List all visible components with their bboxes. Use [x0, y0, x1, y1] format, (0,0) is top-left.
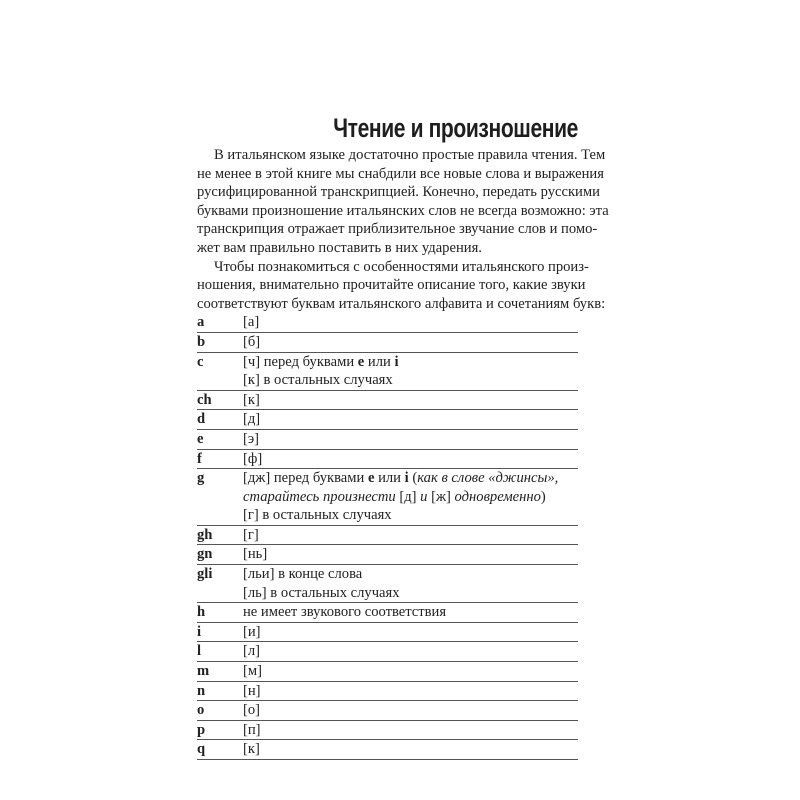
sound — [243, 333, 578, 352]
text-segment: старайтесь произнести — [243, 488, 400, 505]
text-segment: [н] — [243, 682, 261, 699]
table-row — [197, 313, 578, 333]
letter: g — [197, 470, 205, 487]
text-segment: одновременно — [454, 488, 541, 505]
text-segment: i — [394, 353, 399, 370]
text-segment: [д] — [243, 411, 261, 428]
letter: q — [197, 741, 206, 758]
sound-line — [243, 662, 578, 681]
text-line: жет вам правильно поставить в них ударения. — [197, 239, 482, 256]
table-row — [197, 353, 578, 391]
sound — [243, 391, 578, 410]
table-row — [197, 623, 578, 643]
text-segment: e — [367, 470, 375, 487]
sound — [243, 353, 578, 390]
text-segment: [ж] — [431, 488, 455, 505]
text-segment: и — [420, 488, 432, 505]
sound — [243, 545, 578, 564]
sound — [243, 450, 578, 469]
text-segment: [г] — [243, 526, 259, 543]
sound — [243, 565, 578, 602]
table-row — [197, 603, 578, 623]
sound — [243, 623, 578, 642]
text-segment: [нь] — [243, 546, 268, 563]
table-row — [197, 469, 578, 526]
sound-line — [243, 371, 578, 390]
sound — [243, 469, 578, 525]
table-row — [197, 682, 578, 702]
pronunciation-table — [197, 313, 578, 760]
sound-line — [243, 682, 578, 701]
sound — [243, 721, 578, 740]
table-row — [197, 545, 578, 565]
sound — [243, 740, 578, 759]
sound-line — [243, 642, 578, 661]
text-segment: [ль] в остальных случаях — [243, 584, 400, 601]
text-segment: e — [357, 353, 365, 370]
sound-line — [243, 353, 578, 372]
sound-line — [243, 623, 578, 642]
sound-line — [243, 469, 578, 488]
letter: d — [197, 411, 206, 428]
table-row — [197, 450, 578, 470]
page — [197, 112, 609, 760]
sound-line — [243, 333, 578, 352]
letter: gh — [197, 526, 213, 543]
sound-line — [243, 721, 578, 740]
table-row — [197, 430, 578, 450]
table-row — [197, 721, 578, 741]
letter: gn — [197, 546, 213, 563]
table-row — [197, 740, 578, 760]
letter: l — [197, 643, 202, 660]
letter: n — [197, 682, 206, 699]
sound — [243, 313, 578, 332]
text-segment: [к] — [243, 741, 260, 758]
intro-text — [197, 146, 609, 313]
table-row — [197, 333, 578, 353]
text-segment: [к] в остальных случаях — [243, 372, 393, 389]
text-segment: [м] — [243, 663, 262, 680]
table-row — [197, 526, 578, 546]
letter: ch — [197, 391, 212, 408]
sound-line — [243, 313, 578, 332]
sound-line — [243, 584, 578, 603]
sound-line — [243, 565, 578, 584]
letter: h — [197, 604, 206, 621]
sound-line — [243, 450, 578, 469]
table-row — [197, 662, 578, 682]
table-row — [197, 642, 578, 662]
sound — [243, 430, 578, 449]
letter: i — [197, 623, 202, 640]
text-segment: [э] — [243, 430, 259, 447]
sound — [243, 526, 578, 545]
paragraph — [197, 258, 606, 314]
text-line: русифицированной транскрипцией. Конечно, передать русскими — [197, 184, 600, 201]
table-row — [197, 565, 578, 603]
sound-line — [243, 506, 578, 525]
sound — [243, 410, 578, 429]
text-segment: или — [364, 353, 395, 370]
sound-line — [243, 526, 578, 545]
letter: o — [197, 702, 205, 719]
text-segment: [ф] — [243, 450, 263, 467]
table-row — [197, 391, 578, 411]
letter: b — [197, 333, 206, 350]
sound — [243, 662, 578, 681]
sound — [243, 701, 578, 720]
text-line: не менее в этой книге мы снабдили все новые слова и выражения — [197, 165, 604, 182]
text-segment: ( — [408, 470, 418, 487]
text-line: транскрипция отражает приблизительное звучание слов и помо- — [197, 221, 598, 238]
text-segment: [а] — [243, 314, 260, 331]
letter: c — [197, 353, 204, 370]
text-line: буквами произношение итальянских слов не всегда возможно: эта — [197, 202, 609, 219]
text-segment: [дж] перед буквами — [243, 470, 368, 487]
page-title: Чтение и произношение — [333, 113, 578, 143]
sound-line — [243, 740, 578, 759]
sound-line — [243, 430, 578, 449]
text-segment: или — [374, 470, 405, 487]
text-line: соответствуют буквам итальянского алфавита и сочетаниям букв: — [197, 295, 606, 312]
text-segment: как в слове «джинсы», — [417, 470, 559, 487]
text-segment: [льи] в конце слова — [243, 566, 363, 583]
sound-line — [243, 391, 578, 410]
text-segment: [ч] перед буквами — [243, 353, 358, 370]
sound-line — [243, 603, 578, 622]
table-row — [197, 410, 578, 430]
table-row — [197, 701, 578, 721]
sound-line — [243, 488, 578, 507]
letter: m — [197, 663, 210, 680]
text-segment: [г] в остальных случаях — [243, 507, 392, 524]
sound — [243, 682, 578, 701]
text-segment: [и] — [243, 623, 261, 640]
letter: a — [197, 314, 205, 331]
text-segment: i — [404, 470, 409, 487]
letter: e — [197, 430, 204, 447]
paragraph — [197, 146, 609, 258]
text-segment: ) — [540, 488, 546, 505]
text-line: Чтобы познакомиться с особенностями итальянского произ- — [214, 258, 589, 275]
letter: f — [197, 450, 202, 467]
letter: p — [197, 721, 206, 738]
sound-line — [243, 701, 578, 720]
sound-line — [243, 410, 578, 429]
sound — [243, 603, 578, 622]
sound — [243, 642, 578, 661]
letter: gli — [197, 566, 213, 583]
text-segment: [к] — [243, 391, 260, 408]
text-segment: [д] — [399, 488, 421, 505]
text-segment: [о] — [243, 702, 261, 719]
text-segment: [п] — [243, 721, 261, 738]
text-segment: [л] — [243, 643, 261, 660]
text-segment: не имеет звукового соответствия — [243, 604, 447, 621]
sound-line — [243, 545, 578, 564]
text-segment: [б] — [243, 333, 261, 350]
text-line: В итальянском языке достаточно простые правила чтения. Тем — [214, 147, 606, 163]
text-line: ношения, внимательно прочитайте описание того, какие звуки — [197, 277, 586, 294]
